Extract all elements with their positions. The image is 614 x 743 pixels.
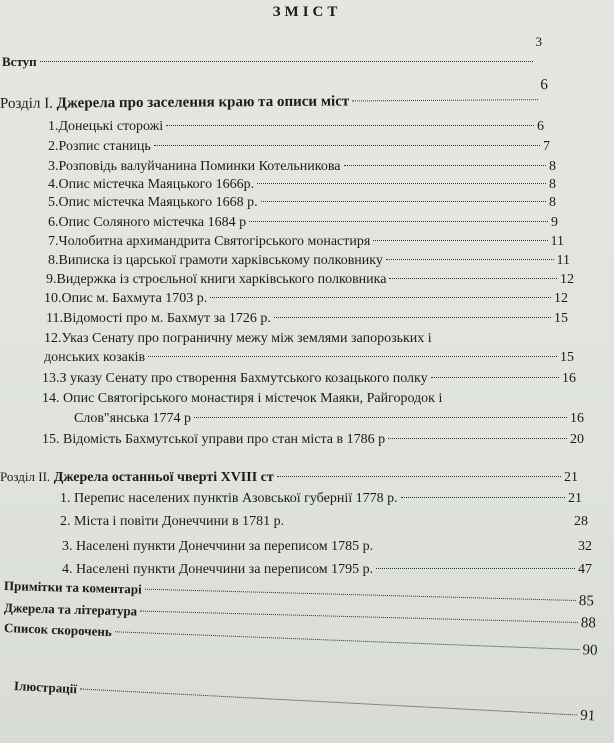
toc-item <box>48 117 544 136</box>
toc-item-page: 12 <box>554 291 568 306</box>
toc-item-line: 14. Опис Святогірського монастиря і містечок Маяки, Райгородок і <box>42 391 443 406</box>
toc-title: ЗМІСТ <box>272 4 342 20</box>
toc-entry-page: 3 <box>535 34 542 49</box>
toc-item-page: 90 <box>582 642 598 659</box>
dot-leader <box>140 611 578 623</box>
toc-item-page: 8 <box>549 159 556 174</box>
toc-item-text: Список скорочень <box>3 620 113 640</box>
toc-item-page: 6 <box>537 119 544 134</box>
dot-leader <box>166 125 534 126</box>
toc-item-text: 8.Виписка із царської грамоти харківському полковнику <box>48 253 383 268</box>
dot-leader <box>145 589 576 601</box>
toc-item <box>60 489 582 508</box>
toc-item-text: 6.Опис Соляного містечка 1684 р <box>48 215 247 230</box>
dot-leader <box>80 688 577 715</box>
toc-item-text: 3.Розповідь валуйчанина Поминки Котельникова <box>48 159 341 174</box>
dot-leader <box>389 278 557 279</box>
toc-item <box>46 309 568 328</box>
toc-item-text: Слов"янська 1774 р <box>74 411 191 426</box>
toc-item <box>48 137 550 156</box>
toc-item-page: 9 <box>551 215 558 230</box>
toc-item-page: 20 <box>570 432 584 447</box>
section-1-title: Джерела про заселення краю та описи міст <box>56 93 350 112</box>
toc-item-page: 8 <box>549 177 556 192</box>
toc-item <box>62 537 592 556</box>
toc-item <box>62 560 592 579</box>
toc-item-text: 10.Опис м. Бахмута 1703 р. <box>44 291 208 306</box>
toc-item-text: 4. Населені пункти Донеччини за переписом 1795 р. <box>62 562 374 577</box>
dot-leader <box>210 297 551 298</box>
dot-leader <box>274 317 551 318</box>
dot-leader <box>115 631 580 650</box>
toc-item-page: 32 <box>578 539 592 554</box>
dot-leader <box>388 438 567 439</box>
toc-item <box>48 232 564 251</box>
toc-item <box>46 270 574 289</box>
section-2-page: 21 <box>564 470 578 485</box>
toc-item-text: донських козаків <box>44 350 146 365</box>
toc-item-page: 11 <box>550 234 564 249</box>
toc-item-page: 16 <box>570 411 584 426</box>
toc-item <box>60 512 588 531</box>
section-2-heading <box>0 467 578 487</box>
toc-item-text: Примітки та коментарі <box>3 578 142 597</box>
toc-item <box>44 289 568 308</box>
toc-item-text: Джерела та література <box>3 600 138 619</box>
section-1-page: 6 <box>540 77 548 94</box>
toc-item-text: 3. Населені пункти Донеччини за переписом 1785 р. <box>62 539 374 554</box>
dot-leader <box>249 221 548 222</box>
toc-item <box>42 430 584 449</box>
dot-leader <box>148 356 557 357</box>
dot-leader <box>386 259 554 260</box>
toc-item-line: 12.Указ Сенату про пограничну межу між землями запорозьких і <box>44 331 432 346</box>
dot-leader <box>401 497 565 498</box>
toc-item-page: 21 <box>568 491 582 506</box>
toc-item-page: 11 <box>556 253 570 268</box>
toc-item-page: 91 <box>579 707 596 725</box>
toc-entry-intro <box>2 34 542 71</box>
dot-leader <box>40 61 533 62</box>
dot-leader <box>277 476 561 477</box>
toc-item <box>48 175 556 194</box>
toc-item-text: 1. Перепис населених пунктів Азовської губернії 1778 р. <box>60 491 398 506</box>
dot-leader <box>257 183 546 184</box>
toc-item-text: 2. Міста і повіти Донеччини в 1781 р. <box>60 514 285 529</box>
dot-leader <box>154 145 540 146</box>
toc-back-matter-item <box>13 676 595 726</box>
toc-item-page: 7 <box>543 139 550 154</box>
dot-leader <box>352 99 537 101</box>
toc-item-page: 12 <box>560 272 574 287</box>
toc-item <box>48 251 570 270</box>
toc-item <box>48 157 556 176</box>
toc-item-page: 88 <box>580 615 597 632</box>
dot-leader <box>261 201 546 202</box>
toc-item-text: 1.Донецькі сторожі <box>48 119 164 134</box>
toc-item <box>44 348 574 367</box>
toc-item-text: 15. Відомість Бахмутської управи про стан міста в 1786 р <box>42 432 386 447</box>
section-1-prefix: Розділ І. <box>0 95 53 112</box>
toc-item-text: 7.Чолобитна архимандрита Святогірського монастиря <box>48 234 371 249</box>
toc-item-page: 15 <box>554 311 568 326</box>
section-1-heading <box>0 77 548 114</box>
dot-leader <box>194 417 567 418</box>
toc-item-text: 11.Відомості про м. Бахмут за 1726 р. <box>46 311 271 326</box>
section-2-title: Джерела останньої чверті XVIII ст <box>53 470 274 485</box>
toc-entry-label: Вступ <box>2 54 37 69</box>
toc-item-page: 47 <box>578 562 592 577</box>
toc-item-page: 8 <box>549 195 556 210</box>
toc-item-text: 5.Опис містечка Маяцького 1668 р. <box>48 195 258 210</box>
toc-item-text: Ілюстрації <box>13 678 78 697</box>
dot-leader <box>344 165 546 166</box>
toc-item-page: 15 <box>560 350 574 365</box>
dot-leader <box>376 568 575 569</box>
toc-item <box>42 369 576 388</box>
toc-item <box>48 193 556 212</box>
toc-item-page: 85 <box>578 593 595 610</box>
dot-leader <box>431 377 559 378</box>
toc-item-text: 9.Видержка із строєльної книги харківського полковника <box>46 272 387 287</box>
dot-leader <box>373 240 547 241</box>
toc-item <box>74 409 584 428</box>
toc-item-text: 13.З указу Сенату про створення Бахмутського козацького полку <box>42 371 428 386</box>
toc-item-page: 28 <box>574 514 588 529</box>
toc-item-page: 16 <box>562 371 576 386</box>
toc-item-text: 2.Розпис станиць <box>48 139 151 154</box>
section-2-prefix: Розділ ІІ. <box>0 469 51 484</box>
toc-item <box>48 213 558 232</box>
toc-item-text: 4.Опис містечка Маяцького 1666р. <box>48 177 255 192</box>
